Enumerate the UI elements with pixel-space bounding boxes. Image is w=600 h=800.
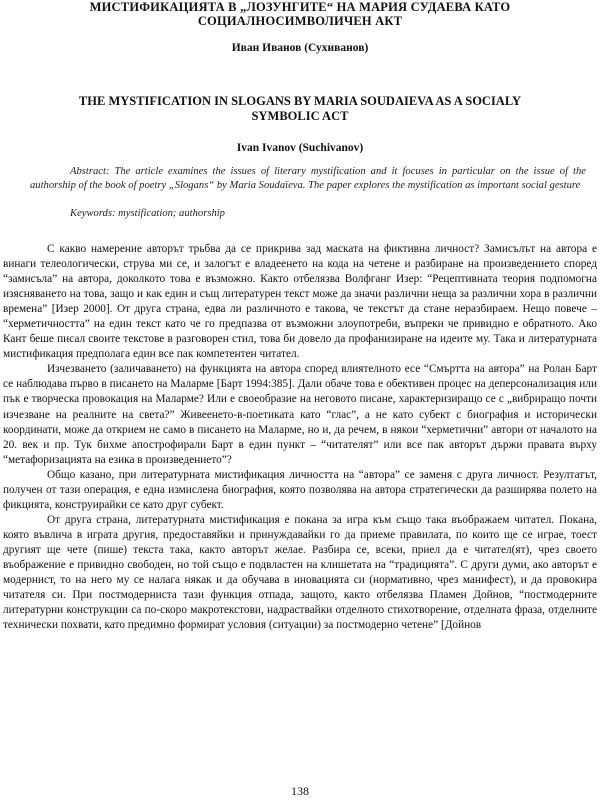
english-title-line-1: THE MYSTIFICATION IN SLOGANS BY MARIA SOUDAIEVA AS A SOCIALY [78,94,522,108]
english-author: Ivan Ivanov (Suchivanov) [236,142,364,154]
paragraph: С какво намерение авторът трьбва да се прикрива зад маската на фиктивна личност? Замисълът на автора е винаги телеологически, струва ми се, и залогът е владеенето на кода на четене и разбиране на произведението според “замисъла” на автора, доколкото това е възможно. Както отбелязва Волфганг Изер: “Рецептивната теория подпомогна изясняването на това, защо и как един и същ литературен текст може да значи различни неща за различни хора в различни времена” [Изер 2000]. От друга страна, едва ли различното е такова, че текстът да стане неразбираем. Нещо повече – “херметичността” на един текст като че го предпазва от възможни злоупотреби, въпреки че привидно е обратното. Ако Кант беше писал своите текстове в разговорен стил, това би довело да профанизиране на идеите му. Така и литературната мистификация предполага един все пак компетентен читател. [3,243,597,361]
english-title-line-2: SYMBOLIC ACT [251,109,349,123]
bulgarian-title [40,0,560,28]
paragraph: От друга страна, литературната мистификация е покана за игра към също така въображаем читател. Покана, която въвлича в играта другия, предоставяйки и принуждавайки го да приеме правилата, по които ще се играе, тоест другият ще чете (пише) текста така, както авторът желае. Разбира се, всеки, приел да е читател(ят), чрез своето въображение е привидно свободен, но той също е подвластен на клишетата на “традицията”. С други думи, ако авторът е модернист, то на него му се налага някак и да обучава в иновацията си (нормативно, чрез манифест), и да провокира читателя си. При постмодерниста тази функция отпада, защото, както отбелязва Пламен Дойнов, “постмодерните литературни конструкции са по-скоро макротекстови, надраствайки отделното стихотворение, отделната фраза, отделните технически похвати, като предимно формират условия (ситуации) за постмодерно четене” [Дойнов [3,513,597,632]
keywords: Keywords: mystification; authorship [70,208,225,219]
english-title [40,94,560,124]
body-text [3,242,597,633]
bulgarian-title-line-1: МИСТИФИКАЦИЯТА В „ЛОЗУНГИТЕ“ НА МАРИЯ СУДАЕВА КАТО [89,0,511,14]
bulgarian-author: Иван Иванов (Сухиванов) [231,42,369,54]
paragraph: Изчезването (заличаването) на функцията на автора според влиятелното есе “Смъртта на автора” на Ролан Барт се наблюдава първо в писането на Маларме [Барт 1994:385]. Дали обаче това е обективен процес на деперсонализация или пък е творческа провокация на Маларме? Или е своеобразие на неговото писане, характеризиращо се с „вибриращо почти изчезване на реалните на света?” Живеенето-в-поетиката като “глас”, а не като субект с биография и исторически координати, може да открием не само в писането на Маларме, но и, да речем, в някои “херметични” автори от началото на 20. век и пр. Тук бихме апострофирали Барт в един пункт – “читателят” или все пак авторът държи правата върху “метафоризацията на езика в произведението”? [3,363,597,466]
paragraph: Общо казано, при литературната мистификация личността на “автора” се заменя с друга личност. Резултатът, получен от тази операция, е една измислена биография, която позволява на автора стратегически да разширява полето на фикцията, конструирайки се като друг субект. [3,468,597,511]
page-number: 138 [291,784,309,798]
bulgarian-title-line-2: СОЦИАЛНОСИМВОЛИЧЕН АКТ [197,14,403,28]
abstract: Abstract: The article examines the issues of literary mystification and it focuses in particular on the issue of the authorship of the book of poetry „Slogans“ by Maria Soudaïeva. The paper explores the mystification as important social gesture [30,166,586,191]
